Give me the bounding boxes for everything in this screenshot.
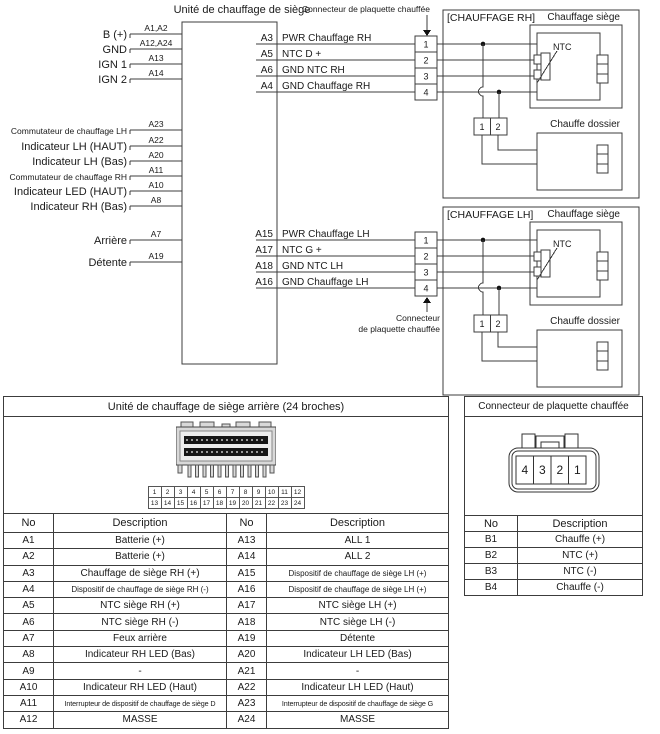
connector-pin-number: 4 [423,283,429,294]
pin-no: A18 [227,614,267,630]
pin-description: Chauffe (+) [518,532,643,548]
pin-cell: 20 [239,498,252,509]
connector-pin-number: 2 [555,463,563,477]
table-row [465,564,643,580]
zone-title: [CHAUFFAGE RH] [447,12,536,24]
wire-with-hop [479,44,484,118]
lh-output-group [255,229,440,334]
pin-description: Détente [267,630,449,646]
connector-pin-number: 2 [423,55,429,66]
pin-description: NTC siège RH (+) [54,598,227,614]
pin-number: A8 [150,195,162,205]
table-header-row [465,516,643,532]
zone-title: [CHAUFFAGE LH] [447,209,534,221]
pin-description: NTC siège LH (-) [267,614,449,630]
ecu-pin-number: A15 [255,229,273,240]
pin-cell: 5 [200,487,213,498]
col-header: Description [267,514,449,533]
pin-label: Indicateur LH (Bas) [32,156,127,168]
table-row [4,549,449,565]
connector-pin-number: 1 [479,319,485,329]
pin-cell: 22 [265,498,278,509]
pin-no: A12 [4,712,54,728]
ecu-pin-number: A17 [255,245,273,256]
pin-number: A19 [148,251,164,261]
ecu-pin-number: A5 [260,49,273,60]
col-header: Description [518,516,643,532]
rear-unit-pin-table [3,396,449,729]
pin-cell: 7 [226,487,239,498]
pin-description: Chauffe (-) [518,580,643,596]
connector-pin-number: 1 [479,122,485,132]
heater-element [597,252,608,280]
left-pin-group [10,23,183,269]
pin-cell: 21 [252,498,265,509]
pin-cell: 4 [187,487,200,498]
table-title: Unité de chauffage de siège arrière (24 broches) [4,397,449,417]
signal-label: GND Chauffage RH [282,81,371,92]
table-row [4,679,449,695]
pin-cell: 11 [278,487,291,498]
seat-heater-label: Chauffage siège [547,12,620,23]
pin-no: A21 [227,663,267,679]
heater-element [597,342,608,370]
pin-number: A12,A24 [139,38,173,48]
pin-cell: 8 [239,487,252,498]
pin-no: A4 [4,581,54,597]
pin-label: Commutateur de chauffage LH [10,126,127,136]
pin-cell: 10 [265,487,278,498]
pin-label: Arrière [93,235,127,247]
4pin-connector-icon [508,430,600,494]
pin-description: - [267,663,449,679]
pin-no: B4 [465,580,518,596]
pin-number: A7 [150,229,162,239]
pin-label: GND [102,44,127,56]
signal-label: GND Chauffage LH [282,277,369,288]
pin-cell: 19 [226,498,239,509]
pin-cell: 9 [252,487,265,498]
pin-no: A2 [4,549,54,565]
table-row [4,598,449,614]
backrest-heater-box [537,133,622,190]
pin-label: IGN 2 [98,74,127,86]
pin-no: A20 [227,647,267,663]
ecu-pin-number: A6 [260,65,273,76]
pin-description: - [54,663,227,679]
pin-description: Indicateur LH LED (Haut) [267,679,449,695]
24pin-connector-icon [176,421,276,479]
pin-label: Indicateur LED (HAUT) [13,186,127,198]
pin-no: B2 [465,548,518,564]
pin-label: IGN 1 [98,59,127,71]
table-row [4,663,449,679]
pin-number: A22 [148,135,164,145]
pin-cell: 14 [161,498,174,509]
pin-description: Interrupteur de dispositif de chauffage de siège G [267,695,449,711]
table-row [4,614,449,630]
pin-description: ALL 1 [267,533,449,549]
pin-description: Dispositif de chauffage de siège LH (+) [267,565,449,581]
pin-no: A14 [227,549,267,565]
plate-connector-table [464,396,643,596]
ntc-label: NTC [553,239,572,249]
pin-cell: 18 [213,498,226,509]
pin-cell: 13 [148,498,161,509]
pin-no: A22 [227,679,267,695]
pin-no: A1 [4,533,54,549]
backrest-heater-box [537,330,622,387]
plate-connector-label-bottom: Connecteur [396,313,440,323]
pin-description: Interrupteur de dispositif de chauffage de siège D [54,695,227,711]
pin-no: A8 [4,647,54,663]
pin-label: Indicateur RH (Bas) [30,201,127,213]
pin-label: B (+) [102,29,127,41]
signal-label: NTC D + [282,49,322,60]
connector-pin-number: 3 [423,267,429,278]
pin-description: Dispositif de chauffage de siège RH (-) [54,581,227,597]
signal-label: PWR Chauffage LH [282,229,370,240]
connector-pin-number: 2 [495,122,501,132]
pin-no: B3 [465,564,518,580]
pin-no: A15 [227,565,267,581]
pin-description: MASSE [54,712,227,728]
pin-number: A14 [148,68,164,78]
pin-description: Batterie (+) [54,533,227,549]
pin-no: A5 [4,598,54,614]
pin-description: Indicateur RH LED (Haut) [54,679,227,695]
ecu-pin-number: A4 [260,81,273,92]
backrest-heater-label: Chauffe dossier [550,316,620,327]
pin-no: A16 [227,581,267,597]
pin-no: A19 [227,630,267,646]
connector-illustration-cell [4,417,449,514]
connector-pin-number: 3 [423,71,429,82]
pin-description: NTC (+) [518,548,643,564]
col-header: No [465,516,518,532]
connector-pin-number: 4 [520,463,528,477]
connector-pin-number: 4 [423,87,429,98]
signal-label: GND NTC RH [282,65,345,76]
pin-no: A3 [4,565,54,581]
table-title: Connecteur de plaquette chauffée [465,397,643,417]
backrest-heater-label: Chauffe dossier [550,119,620,130]
pin-description: NTC (-) [518,564,643,580]
arrow-down-icon [423,30,431,36]
table-row [465,580,643,596]
pin-no: B1 [465,532,518,548]
pin-cell: 24 [291,498,304,509]
pin-label: Détente [88,257,127,269]
arrow-up-icon [423,297,431,303]
signal-label: GND NTC LH [282,261,344,272]
lh-heater-zone [437,207,639,395]
pin-number: A13 [148,53,164,63]
ecu-pin-number: A3 [260,33,273,44]
plate-connector-label-bottom: de plaquette chauffée [358,324,440,334]
seat-heater-label: Chauffage siège [547,209,620,220]
pin-no: A7 [4,630,54,646]
diagram-title: Unité de chauffage de siège [173,4,311,16]
table-row [4,695,449,711]
pin-no: A13 [227,533,267,549]
pin-no: A9 [4,663,54,679]
table-row [4,581,449,597]
table-header-row [4,514,449,533]
ntc-symbol [541,250,550,277]
table-row [4,647,449,663]
table-row [4,565,449,581]
pin-cell: 17 [200,498,213,509]
pin-number: A23 [148,119,164,129]
connector-pin-number: 1 [423,235,429,246]
table-row [465,548,643,564]
col-header: Description [54,514,227,533]
connector-pin-number: 3 [538,463,546,477]
connector-pin-number: 2 [423,251,429,262]
pin-number: A20 [148,150,164,160]
pin-no: A6 [4,614,54,630]
connector-pin-number: 2 [495,319,501,329]
table-row [4,712,449,728]
pin-label: Commutateur de chauffage RH [9,172,127,182]
wire-with-hop [479,240,484,315]
pin-description: Dispositif de chauffage de siège LH (+) [267,581,449,597]
pin-description: Indicateur RH LED (Bas) [54,647,227,663]
connector-pin-number: 1 [573,463,581,477]
pin-number: A1,A2 [144,23,168,33]
pin-description: Feux arrière [54,630,227,646]
col-header: No [227,514,267,533]
pin-no: A17 [227,598,267,614]
pin-description: Indicateur LH LED (Bas) [267,647,449,663]
pin-cell: 15 [174,498,187,509]
heater-element [597,55,608,83]
pin-number: A11 [148,165,164,175]
pin-description: ALL 2 [267,549,449,565]
pin-description: Batterie (+) [54,549,227,565]
pin-cell: 12 [291,487,304,498]
pin-description: Chauffage de siège RH (+) [54,565,227,581]
heater-element [597,145,608,173]
ntc-label: NTC [553,42,572,52]
pin-cell: 23 [278,498,291,509]
pin-description: NTC siège RH (-) [54,614,227,630]
pin-no: A10 [4,679,54,695]
table-row [4,630,449,646]
pin-description: MASSE [267,712,449,728]
rh-output-group [256,33,437,100]
rh-heater-zone [437,10,639,198]
pin-cell: 16 [187,498,200,509]
table-row [4,533,449,549]
pin-cell: 2 [161,487,174,498]
pin-description: NTC siège LH (+) [267,598,449,614]
pin-label: Indicateur LH (HAUT) [21,141,127,153]
pin-no: A11 [4,695,54,711]
signal-label: PWR Chauffage RH [282,33,372,44]
pin-cell: 1 [148,487,161,498]
pin-no: A24 [227,712,267,728]
table-row [465,532,643,548]
pin-cell: 3 [174,487,187,498]
plate-connector-label-top: Connecteur de plaquette chauffée [302,4,430,14]
ecu-pin-number: A16 [255,277,273,288]
pin-number: A10 [148,180,164,190]
pin-no: A23 [227,695,267,711]
pin-cell: 6 [213,487,226,498]
signal-label: NTC G + [282,245,322,256]
col-header: No [4,514,54,533]
connector-illustration-cell [465,417,643,516]
ecu-pin-number: A18 [255,261,273,272]
pin-number-grid [148,486,305,509]
connector-pin-number: 1 [423,39,429,50]
ntc-symbol [541,53,550,80]
